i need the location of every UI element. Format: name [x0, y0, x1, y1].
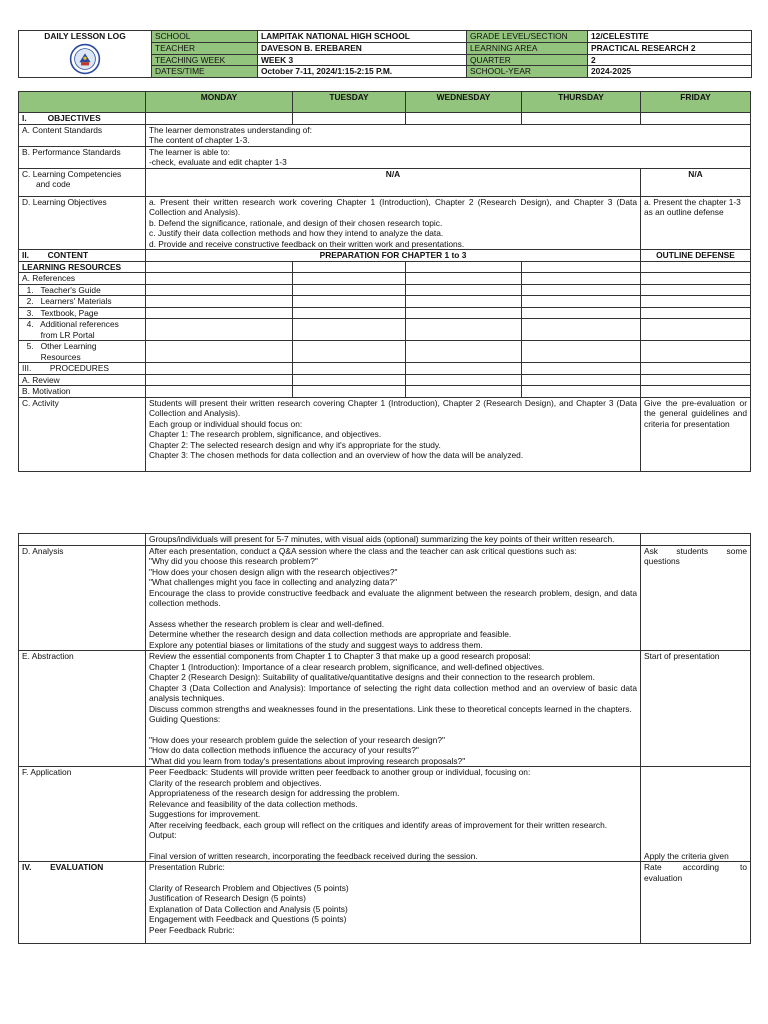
activity-cont-label: [19, 534, 146, 546]
teachers-guide-label: 1. Teacher's Guide: [19, 284, 146, 296]
learning-objectives: a. Present their written research work covering Chapter 1 (Introduction), Chapter 2 (Research Design), and Chapter 3 (Data Collection and Analysis). b. Defend the significance, rationale, and design of their chosen research topic. c. Justify their data collection methods and how they intend to analyze the data. d. Provide and receive constructive feedback on their written work and presentations.: [146, 196, 641, 250]
objectives-heading: I. OBJECTIVES: [19, 113, 146, 125]
evaluation-heading: IV. EVALUATION: [19, 862, 146, 944]
analysis-label: D. Analysis: [19, 545, 146, 651]
dates-label: DATES/TIME: [152, 66, 258, 78]
week-label: TEACHING WEEK: [152, 54, 258, 66]
day-thursday: THURSDAY: [522, 92, 641, 113]
deped-seal-icon: [69, 43, 101, 75]
quarter-label: QUARTER: [467, 54, 588, 66]
content-friday: OUTLINE DEFENSE: [641, 250, 751, 262]
header-table: [18, 30, 752, 78]
evaluation-friday: Rate according to evaluation: [641, 862, 751, 944]
content-standards: The learner demonstrates understanding of: The content of chapter 1-3.: [146, 124, 751, 146]
grade-value: 12/CELESTITE: [588, 31, 752, 43]
area-label: LEARNING AREA: [467, 42, 588, 54]
analysis-text: After each presentation, conduct a Q&A session where the class and the teacher can ask critical questions such as: "Why did you choose this research problem?" "How does your chosen design align with the research objectives?" "What challenges might you face in collecting and analyzing data?" Encourage the class to provide constructive feedback and evaluate the alignment between the research problem, design, and data collection methods. Assess whether the research problem is clear and well-defined. Determine whether the research design and data collection methods are appropriate and feasible. Explore any potential biases or limitations of the study and suggest ways to address them.: [146, 545, 641, 651]
dates-value: October 7-11, 2024/1:15-2:15 P.M.: [258, 66, 467, 78]
year-label: SCHOOL-YEAR: [467, 66, 588, 78]
learning-objectives-label: D. Learning Objectives: [19, 196, 146, 250]
references-label: A. References: [19, 273, 146, 285]
application-text: Peer Feedback: Students will provide written peer feedback to another group or individual, focusing on: Clarity of the research problem and objectives. Appropriateness of the research design for addressing the problem. Relevance and feasibility of the data collection methods. Suggestions for improvement. After receiving feedback, each group will reflect on the critiques and identify areas of improvement for their written research. Output: Final version of written research, incorporating the feedback received during the session.: [146, 767, 641, 862]
day-tuesday: TUESDAY: [293, 92, 406, 113]
other-resources-label: 5. Other Learning Resources: [19, 341, 146, 363]
year-value: 2024-2025: [588, 66, 752, 78]
learning-resources-heading: LEARNING RESOURCES: [19, 261, 146, 273]
abstraction-label: E. Abstraction: [19, 651, 146, 767]
teacher-value: DAVESON B. EREBAREN: [258, 42, 467, 54]
activity-friday: Give the pre-evaluation or the general guidelines and criteria for presentation: [641, 397, 751, 471]
abstraction-text: Review the essential components from Chapter 1 to Chapter 3 that make up a good research proposal: Chapter 1 (Introduction): Importance of a clear research problem, significance, and well-defined objectives. Chapter 2 (Research Design): Suitability of qualitative/quantitative designs and their connection to the research problem. Chapter 3 (Data Collection and Analysis): Importance of selecting the right data collection method and an overview of basic data analysis techniques. Discuss common strengths and weaknesses found in the presentations. Link these to theoretical concepts learned in the chapters. Guiding Questions: "How does your research problem guide the selection of your research design?" "How do data collection methods influence the accuracy of your results?" "What did you learn from today's presentations about improving research proposals?": [146, 651, 641, 767]
review-label: A. Review: [19, 374, 146, 386]
content-heading: II. CONTENT: [19, 250, 146, 262]
activity-text: Students will present their written research covering Chapter 1 (Introduction), Chapter 2 (Research Design), and Chapter 3 (Data Collection and Analysis). Each group or individual should focus on: Chapter 1: The research problem, significance, and objectives. Chapter 2: The selected research design and why it's appropriate for the study. Chapter 3: The chosen methods for data collection and an overview of how the data will be analyzed.: [146, 397, 641, 471]
evaluation-text: Presentation Rubric: Clarity of Research Problem and Objectives (5 points) Justification of Research Design (5 points) Explanation of Data Collection and Analysis (5 points) Engagement with Feedback and Questions (5 points) Peer Feedback Rubric:: [146, 862, 641, 944]
competencies-friday: N/A: [641, 168, 751, 196]
content-standards-label: A. Content Standards: [19, 124, 146, 146]
motivation-label: B. Motivation: [19, 386, 146, 398]
additional-references-label: 4. Additional references from LR Portal: [19, 319, 146, 341]
grade-label: GRADE LEVEL/SECTION: [467, 31, 588, 43]
corner-cell: [19, 92, 146, 113]
abstraction-friday: Start of presentation: [641, 651, 751, 767]
analysis-friday: Ask students some questions: [641, 545, 751, 651]
activity-continued: Groups/individuals will present for 5-7 minutes, with visual aids (optional) summarizing the key points of their written research.: [146, 534, 641, 546]
week-value: WEEK 3: [258, 54, 467, 66]
teacher-label: TEACHER: [152, 42, 258, 54]
activity-label: C. Activity: [19, 397, 146, 471]
learning-objectives-friday: a. Present the chapter 1-3 as an outline defense: [641, 196, 751, 250]
school-label: SCHOOL: [152, 31, 258, 43]
application-friday: Apply the criteria given: [641, 767, 751, 862]
textbook-label: 3. Textbook, Page: [19, 307, 146, 319]
quarter-value: 2: [588, 54, 752, 66]
log-title: DAILY LESSON LOG: [44, 31, 126, 41]
log-title-cell: [19, 31, 152, 78]
performance-standards: The learner is able to: -check, evaluate and edit chapter 1-3: [146, 146, 751, 168]
performance-standards-label: B. Performance Standards: [19, 146, 146, 168]
procedures-heading: III. PROCEDURES: [19, 363, 146, 375]
learners-materials-label: 2. Learners' Materials: [19, 296, 146, 308]
day-monday: MONDAY: [146, 92, 293, 113]
day-friday: FRIDAY: [641, 92, 751, 113]
content-value: PREPARATION FOR CHAPTER 1 to 3: [146, 250, 641, 262]
area-value: PRACTICAL RESEARCH 2: [588, 42, 752, 54]
lesson-table-continued: [18, 533, 751, 944]
activity-cont-friday: [641, 534, 751, 546]
lesson-table: [18, 91, 751, 472]
application-label: F. Application: [19, 767, 146, 862]
school-value: LAMPITAK NATIONAL HIGH SCHOOL: [258, 31, 467, 43]
competencies-label: C. Learning Competencies and code: [19, 168, 146, 196]
competencies-value: N/A: [146, 168, 641, 196]
day-wednesday: WEDNESDAY: [406, 92, 522, 113]
